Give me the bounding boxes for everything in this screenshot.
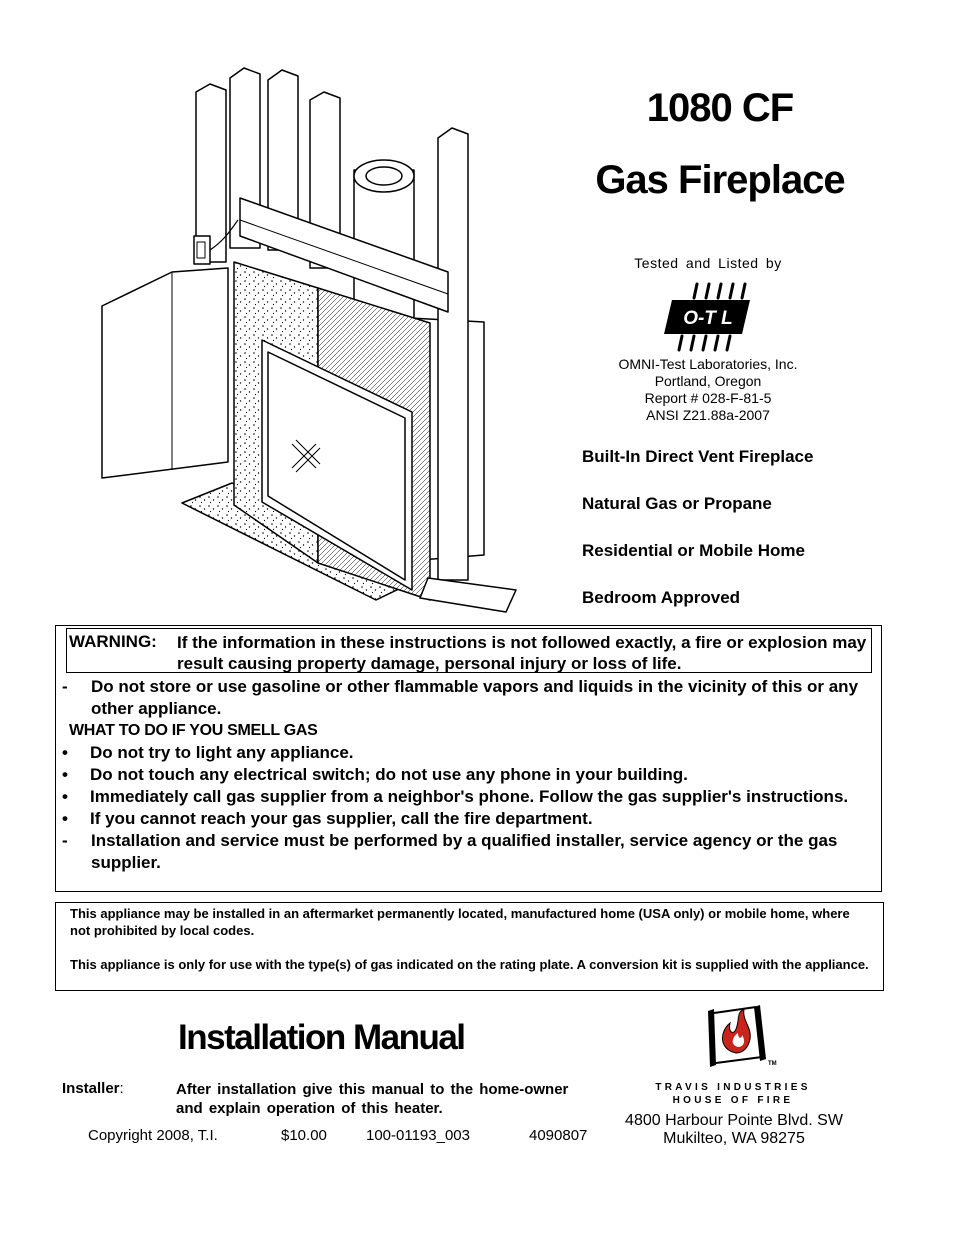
lab-name: OMNI-Test Laboratories, Inc. <box>618 356 798 372</box>
dash-marker: - <box>62 831 68 850</box>
feature-item: Built-In Direct Vent Fireplace <box>582 447 814 466</box>
notice-box <box>55 902 884 991</box>
lab-info <box>560 356 856 424</box>
list-item: - Do not store or use gasoline or other flammable vapors and liquids in the vicinity of this or any other appliance. <box>62 677 859 718</box>
feature-item: Bedroom Approved <box>582 588 741 607</box>
company-tagline: HOUSE OF FIRE <box>672 1095 794 1106</box>
side-wall-panel <box>102 268 228 478</box>
address-line-1: 4800 Harbour Pointe Blvd. SW <box>625 1112 843 1129</box>
part-number: 100-01193_003 <box>366 1127 470 1144</box>
list-item: • Do not touch any electrical switch; do not use any phone in your building. <box>62 765 688 784</box>
bullet-marker: • <box>62 765 68 784</box>
floor-plate <box>420 578 516 612</box>
otl-logo <box>664 280 754 354</box>
tested-by-label: Tested and Listed by <box>634 255 782 271</box>
address-line-2: Mukilteo, WA 98275 <box>663 1130 805 1147</box>
bullet-marker: • <box>62 787 68 806</box>
manual-title: Installation Manual <box>178 1018 465 1057</box>
company-address <box>614 1112 854 1148</box>
bullet-marker: • <box>62 743 68 762</box>
warning-instructions <box>62 676 877 874</box>
list-item: • Immediately call gas supplier from a neighbor's phone. Follow the gas supplier's instructions. <box>62 787 849 806</box>
product-title: Gas Fireplace <box>595 158 845 202</box>
date-code: 4090807 <box>529 1127 588 1144</box>
warning-header-box <box>66 628 872 673</box>
feature-list <box>582 446 813 634</box>
warning-text: If the information in these instructions is not followed exactly, a fire or explosion may result causing property damage, personal injury or loss of life. <box>177 633 867 673</box>
list-item: • Do not try to light any appliance. <box>62 743 354 762</box>
warning-box <box>55 625 882 892</box>
report-number: Report # 028-F-81-5 <box>644 390 772 406</box>
smell-gas-heading: WHAT TO DO IF YOU SMELL GAS <box>69 722 318 739</box>
company-name: TRAVIS INDUSTRIES <box>655 1082 811 1093</box>
bullet-marker: • <box>62 809 68 828</box>
list-item: • If you cannot reach your gas supplier, call the fire department. <box>62 809 593 828</box>
dash-marker: - <box>62 677 68 696</box>
gas-type-notice: This appliance is only for use with the type(s) of gas indicated on the rating plate. A conversion kit is supplied with the appliance. <box>70 957 869 972</box>
otl-logo-text: O-T L <box>683 308 733 329</box>
fireplace-illustration <box>95 60 525 620</box>
ansi-standard: ANSI Z21.88a-2007 <box>646 407 770 423</box>
lab-city: Portland, Oregon <box>654 373 762 389</box>
feature-item: Natural Gas or Propane <box>582 494 772 513</box>
installer-instructions: After installation give this manual to the home-owner and explain operation of this heater. <box>176 1081 569 1117</box>
price: $10.00 <box>281 1127 327 1144</box>
installer-label: Installer: <box>62 1080 124 1097</box>
trademark-symbol: TM <box>768 1061 777 1067</box>
list-item: - Installation and service must be performed by a qualified installer, service agency or the gas supplier. <box>62 831 838 872</box>
copyright: Copyright 2008, T.I. <box>88 1127 218 1144</box>
junction-box <box>194 236 210 264</box>
warning-label: WARNING: <box>69 632 157 651</box>
mobile-home-notice: This appliance may be installed in an aftermarket permanently located, manufactured home (USA only) or mobile home, where not prohibited by local codes. <box>70 906 850 938</box>
stud-5 <box>438 128 468 580</box>
model-title: 1080 CF <box>646 86 794 130</box>
travis-industries-logo <box>700 1003 784 1075</box>
feature-item: Residential or Mobile Home <box>582 541 805 560</box>
